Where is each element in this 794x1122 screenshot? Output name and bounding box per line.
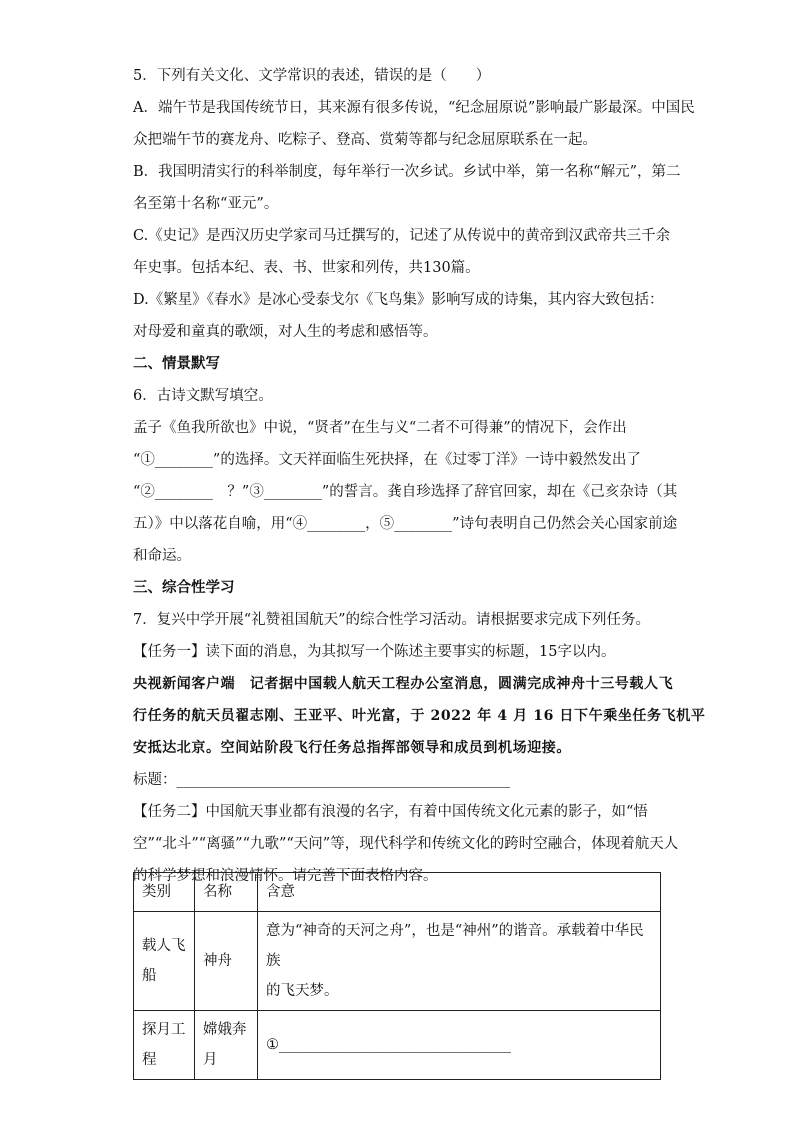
q5-option-c-line1: C.《史记》是西汉历史学家司马迁撰写的，记述了从传说中的黄帝到汉武帝共三千余 bbox=[133, 228, 671, 244]
q7-task1: 【任务一】读下面的消息，为其拟写一个陈述主要事实的标题，15字以内。 bbox=[133, 644, 616, 660]
cell-text: 程 bbox=[142, 1052, 157, 1068]
cell-text: 船 bbox=[142, 968, 157, 984]
q6-line1: 孟子《鱼我所欲也》中说，“贤者”在生与义“二者不可得兼”的情况下，会作出 bbox=[133, 420, 627, 436]
q5-option-d-line2: 对母爱和童真的歌颂，对人生的考虑和感悟等。 bbox=[133, 324, 438, 340]
cell-text: 的飞天梦。 bbox=[266, 983, 339, 999]
q5-option-d-line1: D.《繁星》《春水》是冰心受泰戈尔《飞鸟集》影响写成的诗集，其内容大致包括： bbox=[133, 292, 664, 308]
q5-option-c-line2: 年史事。包括本纪、表、书、世家和列传，共130篇。 bbox=[133, 260, 480, 276]
q6-line3: “②________ ？”③________”的誓言。龚自珍选择了辞官回家，却在《己亥杂诗（其 bbox=[133, 484, 678, 500]
header-meaning: 含意 bbox=[258, 873, 661, 912]
q7-task2-line1: 【任务二】中国航天事业都有浪漫的名字，有着中国传统文化元素的影子，如“悟 bbox=[133, 804, 648, 820]
section3-heading: 三、综合性学习 bbox=[133, 579, 235, 596]
news-line2: 行任务的航天员翟志刚、王亚平、叶光富，于 2022 年 4 月 16 日下午乘坐任务飞机平 bbox=[133, 708, 706, 724]
q6-line5: 和命运。 bbox=[133, 548, 191, 564]
cell-text: 载人飞 bbox=[142, 938, 186, 954]
section2-heading: 二、情景默写 bbox=[133, 355, 220, 372]
table-row bbox=[134, 1011, 661, 1080]
table-cell-name bbox=[195, 912, 258, 1011]
q6-line4: 五）》中以落花自喻，用“④________，⑤________”诗句表明自己仍然会关心国家前途 bbox=[133, 516, 678, 532]
q5-option-a-line1: A．端午节是我国传统节日，其来源有很多传说，“纪念屈原说”影响最广影最深。中国民 bbox=[133, 100, 695, 116]
q7-stem: 7．复兴中学开展“礼赞祖国航天”的综合性学习活动。请根据要求完成下列任务。 bbox=[133, 612, 651, 628]
cell-text: 探月工 bbox=[142, 1022, 186, 1038]
q5-option-b-line1: B．我国明清实行的科举制度，每年举行一次乡试。乡试中举，第一名称“解元”，第二 bbox=[133, 164, 681, 180]
q7-task2-line2: 空”“北斗”“离骚”“九歌”“天问”等，现代科学和传统文化的跨时空融合，体现着航天人 bbox=[133, 836, 679, 852]
cell-text: 嫦娥奔 bbox=[203, 1022, 247, 1038]
header-name: 名称 bbox=[195, 873, 258, 912]
q6-line2: “①________”的选择。文天祥面临生死抉择，在《过零丁洋》一诗中毅然发出了 bbox=[133, 452, 641, 468]
news-line1: 央视新闻客户端 记者据中国载人航天工程办公室消息，圆满完成神舟十三号载人飞 bbox=[133, 676, 674, 692]
title-answer-line: 标题：______________________________________________ bbox=[133, 772, 510, 788]
table-cell-meaning bbox=[258, 912, 661, 1011]
table-header-row bbox=[134, 873, 661, 912]
table-cell-name bbox=[195, 1011, 258, 1080]
table-cell-category bbox=[134, 912, 195, 1011]
aerospace-names-table bbox=[133, 872, 661, 1080]
answer-blank: ①________________________________ bbox=[266, 1037, 511, 1053]
q6-stem: 6．古诗文默写填空。 bbox=[133, 388, 273, 404]
table-row bbox=[134, 912, 661, 1011]
q5-option-b-line2: 名至第十名称“亚元”。 bbox=[133, 196, 279, 212]
q5-stem: 5．下列有关文化、文学常识的表述，错误的是（ ） bbox=[133, 68, 491, 84]
table-cell-category bbox=[134, 1011, 195, 1080]
cell-text: 神舟 bbox=[203, 953, 232, 969]
q7-task2-line3: 的科学梦想和浪漫情怀。请完善下面表格内容。 bbox=[133, 868, 438, 884]
cell-text: 月 bbox=[203, 1052, 218, 1068]
news-line3: 安抵达北京。空间站阶段飞行任务总指挥部领导和成员到机场迎接。 bbox=[133, 740, 571, 756]
table-cell-meaning bbox=[258, 1011, 661, 1080]
q5-option-a-line2: 众把端午节的赛龙舟、吃粽子、登高、赏菊等都与纪念屈原联系在一起。 bbox=[133, 132, 597, 148]
header-category: 类别 bbox=[134, 873, 195, 912]
cell-text: 意为“神奇的天河之舟”，也是“神州”的谐音。承载着中华民族 bbox=[266, 923, 644, 969]
